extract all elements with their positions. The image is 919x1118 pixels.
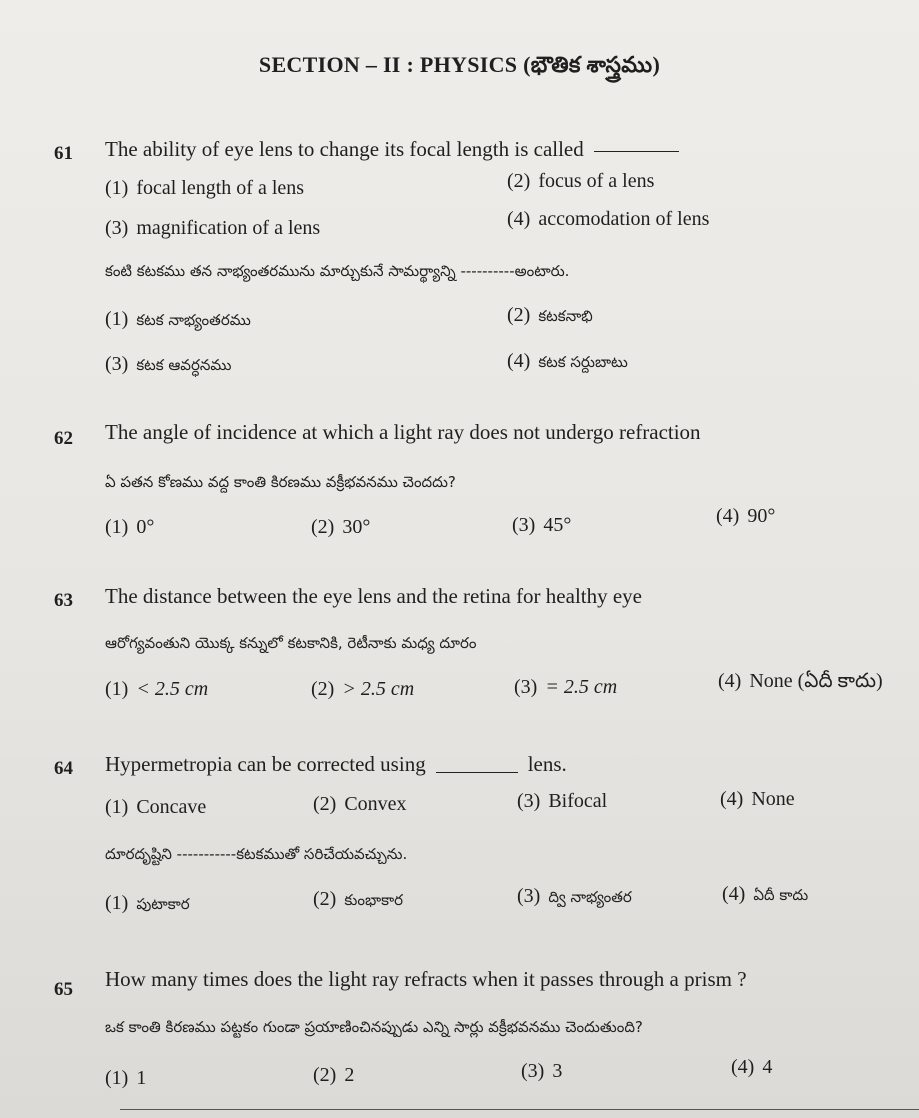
question-text: The angle of incidence at which a light ray does not undergo refraction: [105, 420, 701, 444]
option-1[interactable]: [105, 796, 206, 819]
option-text: కటక సర్దుబాటు: [538, 353, 628, 371]
option-4[interactable]: [720, 788, 795, 811]
option-number: (3): [105, 217, 129, 239]
option-3[interactable]: [514, 676, 617, 699]
telugu-option-3[interactable]: [105, 353, 231, 378]
question-text: [105, 137, 679, 162]
option-text: 90°: [747, 505, 776, 527]
option-number: (2): [507, 304, 531, 326]
question-number: 62: [54, 428, 73, 449]
question-number: 64: [54, 758, 73, 779]
telugu-question-text: ఒక కాంతి కిరణము పట్టకం గుండా ప్రయాణించినప్పుడు ఎన్ని సార్లు వక్రీభవనము చెందుతుంది?: [105, 1018, 643, 1036]
option-text: 1: [136, 1067, 147, 1089]
option-4[interactable]: [731, 1056, 772, 1079]
option-1[interactable]: [105, 1067, 146, 1090]
option-number: (1): [105, 892, 129, 914]
option-number: (4): [507, 208, 531, 230]
option-number: (3): [512, 514, 536, 536]
option-text: కటక నాభ్యంతరము: [136, 311, 251, 329]
option-text: 3: [552, 1060, 563, 1082]
question-text-content: Hypermetropia can be corrected using: [105, 752, 426, 776]
option-text: < 2.5 cm: [136, 678, 209, 700]
page-bottom-rule: [120, 1109, 919, 1110]
telugu-option-1[interactable]: [105, 892, 190, 917]
option-number: (3): [514, 676, 538, 698]
option-text: కటకనాభి: [538, 307, 593, 325]
option-2[interactable]: [313, 793, 407, 816]
option-text: కుంభాకార: [344, 891, 404, 909]
option-number: (2): [507, 170, 531, 192]
option-number: (1): [105, 177, 129, 199]
option-text: పుటాకార: [136, 895, 190, 913]
option-number: (4): [731, 1056, 755, 1078]
option-text: None (ఏదీ కాదు): [749, 670, 883, 692]
option-2[interactable]: [311, 516, 370, 539]
option-text: Bifocal: [548, 790, 608, 812]
option-number: (4): [720, 788, 744, 810]
option-4[interactable]: [507, 208, 709, 231]
question-text-suffix: lens.: [527, 752, 567, 776]
option-text: magnification of a lens: [136, 217, 321, 239]
question-number: 65: [54, 979, 73, 1000]
option-number: (3): [517, 885, 541, 907]
option-text: Convex: [344, 793, 407, 815]
option-text: Concave: [136, 796, 207, 818]
option-2[interactable]: [507, 170, 654, 193]
option-number: (2): [311, 678, 335, 700]
option-number: (2): [311, 516, 335, 538]
option-text: None: [751, 788, 795, 810]
option-number: (2): [313, 1064, 337, 1086]
option-text: ఏదీ కాదు: [753, 886, 809, 904]
telugu-question-text: ఆరోగ్యవంతుని యొక్క కన్నులో కటకానికి, రెటీనాకు మధ్య దూరం: [105, 634, 477, 652]
option-number: (1): [105, 308, 129, 330]
option-number: (1): [105, 1067, 129, 1089]
option-number: (4): [716, 505, 740, 527]
option-number: (1): [105, 796, 129, 818]
option-text: 4: [762, 1056, 773, 1078]
option-text: కటక ఆవర్ధనము: [136, 356, 232, 374]
option-text: 0°: [136, 516, 155, 538]
option-number: (3): [521, 1060, 545, 1082]
telugu-option-1[interactable]: [105, 308, 251, 333]
option-3[interactable]: [521, 1060, 562, 1083]
option-4[interactable]: [718, 670, 883, 697]
option-number: (4): [722, 883, 746, 905]
option-number: (4): [507, 350, 531, 372]
option-number: (4): [718, 670, 742, 692]
question-number: 63: [54, 590, 73, 611]
answer-blank: [436, 772, 518, 773]
option-number: (2): [313, 888, 337, 910]
option-text: 45°: [543, 514, 572, 536]
option-text: focus of a lens: [538, 170, 655, 192]
option-text: accomodation of lens: [538, 208, 710, 230]
option-text: 2: [344, 1064, 355, 1086]
option-number: (3): [105, 353, 129, 375]
telugu-question-text: దూరదృష్టిని -----------కటకముతో సరిచేయవచ్చును.: [105, 845, 408, 863]
telugu-option-3[interactable]: [517, 885, 632, 910]
option-2[interactable]: [311, 678, 414, 701]
option-number: (3): [517, 790, 541, 812]
option-number: (1): [105, 516, 129, 538]
question-text-content: The ability of eye lens to change its focal length is called: [105, 137, 584, 161]
option-number: (1): [105, 678, 129, 700]
option-number: (2): [313, 793, 337, 815]
question-text: The distance between the eye lens and the retina for healthy eye: [105, 584, 643, 608]
option-3[interactable]: [517, 790, 607, 813]
option-1[interactable]: [105, 516, 154, 539]
question-text: How many times does the light ray refracts when it passes through a prism ?: [105, 967, 747, 991]
option-text: = 2.5 cm: [545, 676, 618, 698]
answer-blank: [594, 151, 679, 152]
option-3[interactable]: [512, 514, 571, 537]
option-4[interactable]: [716, 505, 775, 528]
option-text: > 2.5 cm: [342, 678, 415, 700]
option-text: focal length of a lens: [136, 177, 305, 199]
option-text: ద్వి నాభ్యంతర: [548, 888, 632, 906]
telugu-option-2[interactable]: [507, 304, 593, 329]
telugu-question-text: ఏ పతన కోణము వద్ద కాంతి కిరణము వక్రీభవనము చెందదు?: [105, 473, 456, 491]
telugu-option-4[interactable]: [507, 350, 628, 375]
telugu-option-2[interactable]: [313, 888, 403, 913]
telugu-option-4[interactable]: [722, 883, 808, 908]
option-3[interactable]: [105, 217, 320, 240]
section-title: SECTION – II : PHYSICS (భౌతిక శాస్త్రము): [258, 52, 661, 77]
option-2[interactable]: [313, 1064, 354, 1087]
option-1[interactable]: [105, 678, 208, 701]
question-number: 61: [54, 143, 73, 164]
option-1[interactable]: [105, 177, 304, 200]
question-text: [105, 752, 567, 777]
option-text: 30°: [342, 516, 371, 538]
telugu-question-text: కంటి కటకము తన నాభ్యంతరమును మార్చుకునే సామర్థ్యాన్ని ----------అంటారు.: [105, 262, 570, 280]
